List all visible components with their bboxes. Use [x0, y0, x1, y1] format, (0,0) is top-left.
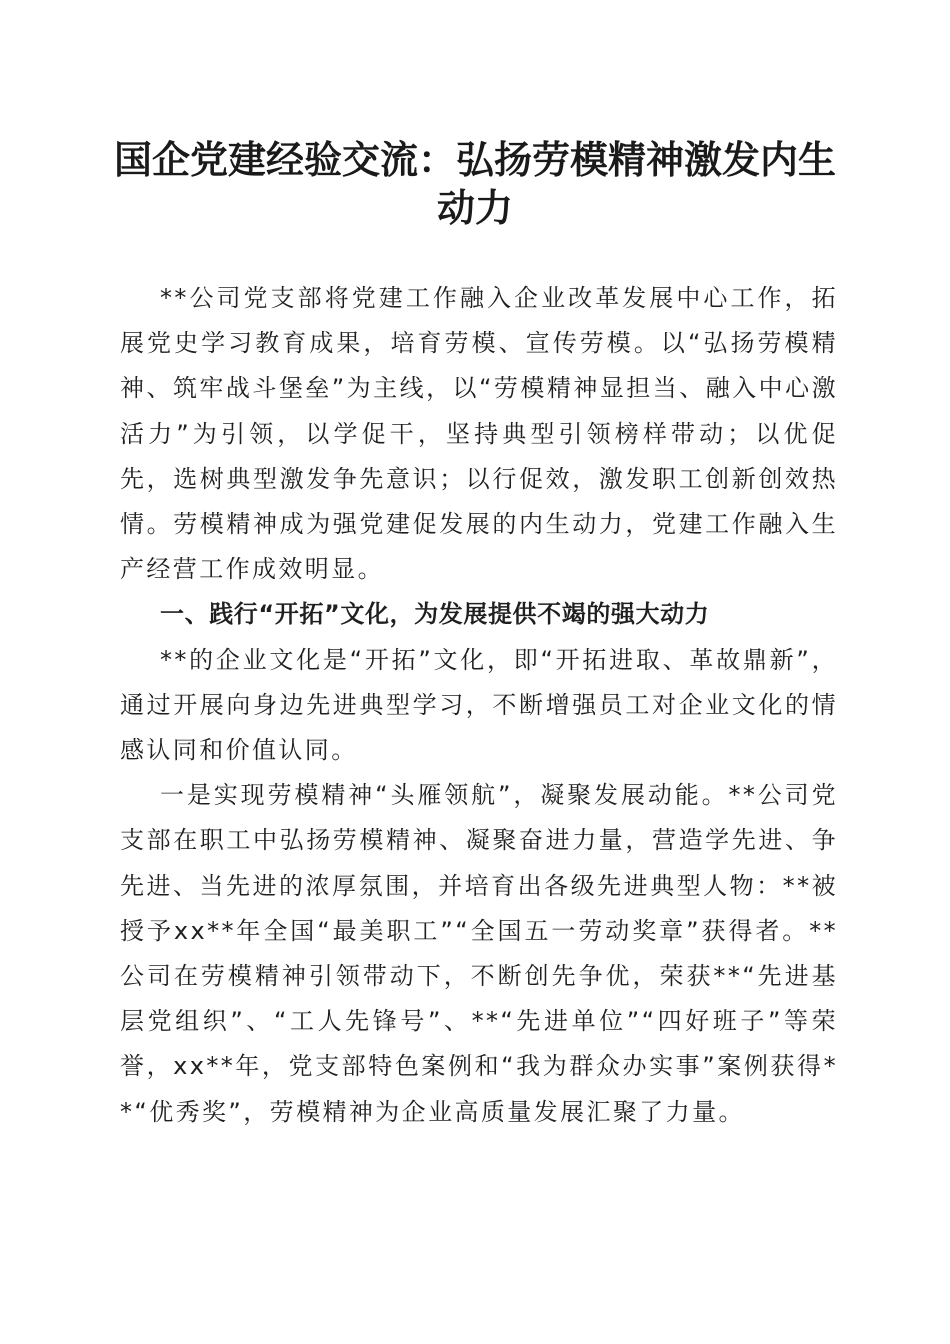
section-heading-1: 一、践行“开拓”文化，为发展提供不竭的强大动力 — [160, 600, 710, 629]
paragraph-model-worker: 一是实现劳模精神“头雁领航”，凝聚发展动能。**公司党支部在职工中弘扬劳模精神、凝聚奋进力量，营造学先进、争先进、当先进的浓厚氛围，并培育出各级先进典型人物：**被授予xx**年全国“最美职工”“全国五一劳动奖章”获得者。**公司在劳模精神引领带动下，不断创先争优，荣获**“先进基层党组织”、“工人先锋号”、**“先进单位”“四好班子”等荣誉，xx**年，党支部特色案例和“我为群众办实事”案例获得**“优秀奖”，劳模精神为企业高质量发展汇聚了力量。 — [120, 781, 838, 1126]
paragraph-intro: **公司党支部将党建工作融入企业改革发展中心工作，拓展党史学习教育成果，培育劳模、宣传劳模。以“弘扬劳模精神、筑牢战斗堡垒”为主线，以“劳模精神显担当、融入中心激活力”为引领，以学促干，坚持典型引领榜样带动；以优促先，选树典型激发争先意识；以行促效，激发职工创新创效热情。劳模精神成为强党建促发展的内生动力，党建工作融入生产经营工作成效明显。 — [120, 284, 838, 584]
paragraph-culture: **的企业文化是“开拓”文化，即“开拓进取、革故鼎新”，通过开展向身边先进典型学习，不断增强员工对企业文化的情感认同和价值认同。 — [120, 645, 838, 765]
document-body — [120, 276, 838, 1135]
document-title: 国企党建经验交流：弘扬劳模精神激发内生动力 — [113, 137, 836, 230]
